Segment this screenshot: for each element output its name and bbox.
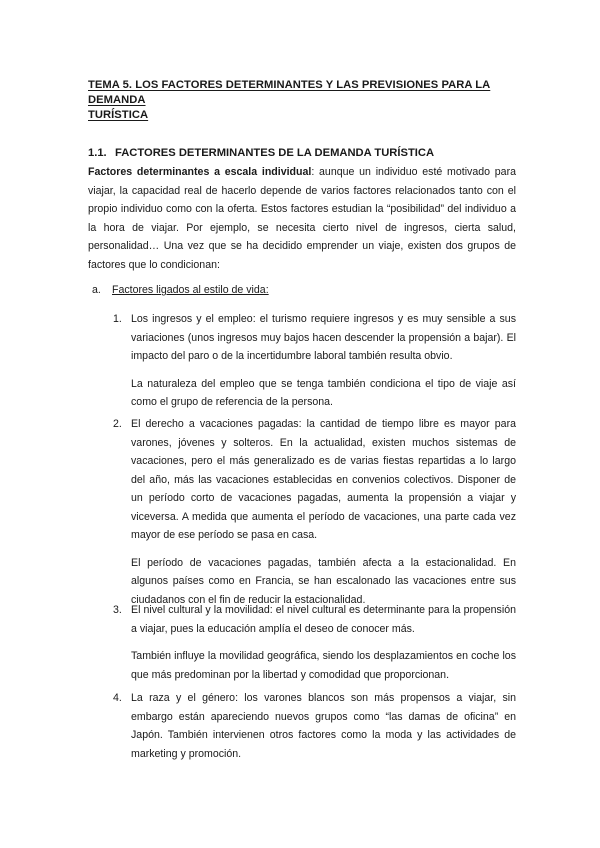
sublist-label: Factores ligados al estilo de vida: xyxy=(112,284,269,296)
list-item-extra: El período de vacaciones pagadas, también afecta a la estacionalidad. En algunos países como en Francia, se han escalonado las vacaciones entre sus ciudadanos con el fin de reducir la estacionalidad. xyxy=(131,556,516,606)
section-title: FACTORES DETERMINANTES DE LA DEMANDA TURÍSTICA xyxy=(115,147,435,159)
title-line-2: TURÍSTICA xyxy=(88,109,149,121)
list-item-text: Los ingresos y el empleo: el turismo requiere ingresos y es muy sensible a sus variaciones (unos ingresos muy bajos hacen descender la propensión a bajar). El impacto del paro o de la incertidumbre laboral también resulta obvio. xyxy=(131,313,516,362)
list-item-extra: La naturaleza del empleo que se tenga también condiciona el tipo de viaje así como el grupo de referencia de la persona. xyxy=(131,377,516,408)
intro-text: : aunque un individuo esté motivado para viajar, la capacidad real de hacerlo depende de varios factores relacionados tanto con el propio individuo como con la oferta. Estos factores estudian la “posibilidad” del individuo a la hora de viajar. Por ejemplo, se necesita cierto nivel de ingresos, cierta salud, personalidad… Una vez que se ha decidido emprender un viaje, existen dos grupos de factores que lo condicionan: xyxy=(88,166,516,271)
list-item-text: El nivel cultural y la movilidad: el nivel cultural es determinante para la propensión a viajar, pues la educación amplía el deseo de conocer más. xyxy=(131,604,516,635)
list-item-2 xyxy=(113,415,516,609)
list-item-3 xyxy=(113,601,516,684)
list-item-text: El derecho a vacaciones pagadas: la cantidad de tiempo libre es mayor para varones, jóvenes y solteros. En la actualidad, existen muchos sistemas de vacaciones, pero el más generalizado es de varias fiestas repartidas a lo largo del año, más las vacaciones establecidas en convenios colectivos. Disponer de un período corto de vacaciones pagadas, aumenta la propensión a viajar y viceversa. A medida que aumenta el período de vacaciones, una parte cada vez mayor de ese período se pasa en casa. xyxy=(131,418,516,541)
title-line-1: TEMA 5. LOS FACTORES DETERMINANTES Y LAS PREVISIONES PARA LA DEMANDA xyxy=(88,79,491,106)
list-item-4 xyxy=(113,689,516,763)
intro-paragraph xyxy=(88,163,516,274)
list-item-number: 3. xyxy=(113,604,122,616)
list-item-text: La raza y el género: los varones blancos son más propensos a viajar, sin embargo están apareciendo nuevos grupos como “las damas de oficina” en Japón. También intervienen otros factores como la moda y las actividades de marketing y promoción. xyxy=(131,692,516,760)
section-heading xyxy=(88,146,528,161)
section-number: 1.1. xyxy=(88,147,107,159)
list-item-extra: También influye la movilidad geográfica, siendo los desplazamientos en coche los que más predominan por la libertad y comodidad que proporcionan. xyxy=(131,650,516,681)
sublist-heading xyxy=(92,283,269,298)
list-item-number: 4. xyxy=(113,692,122,704)
list-item-1 xyxy=(113,310,516,412)
sublist-marker: a. xyxy=(92,284,101,296)
document-title xyxy=(88,78,528,123)
intro-bold-lead: Factores determinantes a escala individual xyxy=(88,166,312,178)
list-item-number: 1. xyxy=(113,313,122,325)
list-item-number: 2. xyxy=(113,418,122,430)
